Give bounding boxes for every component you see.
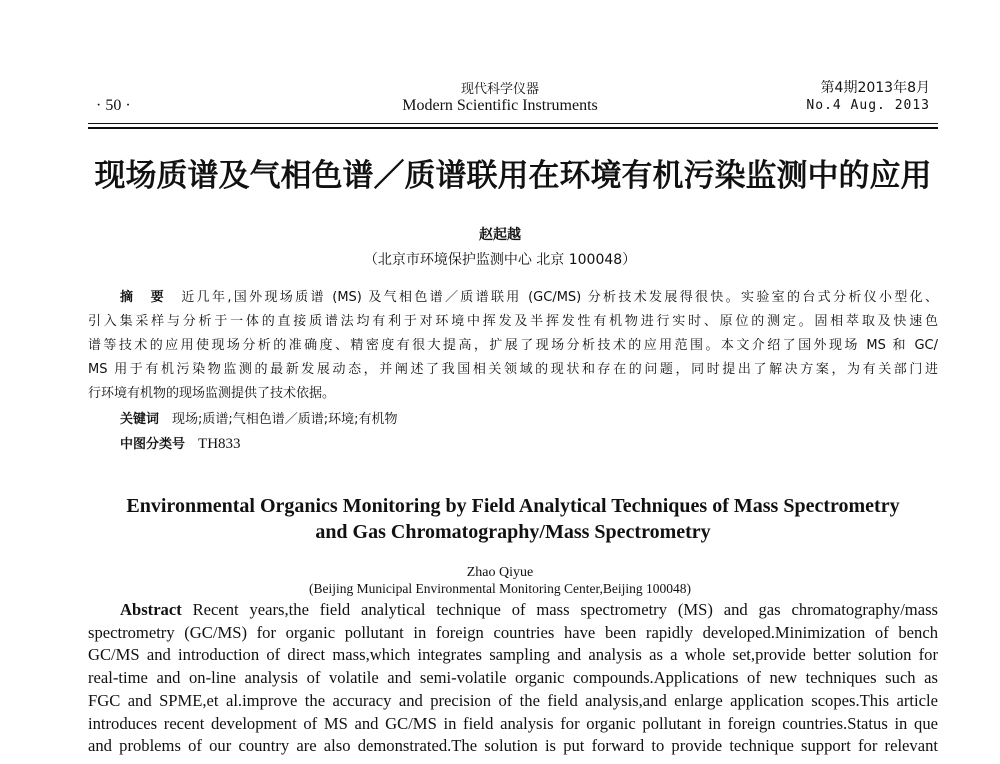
abstract-cn-line: 谱等技术的应用使现场分析的准确度、精密度有很大提高，扩展了现场分析技术的应用范围。本文介绍了国外现场 MS 和 GC/ xyxy=(88,338,938,353)
issue-en: No.4 Aug. 2013 xyxy=(806,98,930,113)
abstract-cn-line: 引入集采样与分析于一体的直接质谱法均有利于对环境中挥发及半挥发性有机物进行实时、原位的测定。固相萃取及快速色 xyxy=(88,314,938,329)
abstract-en-line: real-time and on-line analysis of volatile and semi-volatile organic compounds.Applications of new techniques such as xyxy=(88,668,938,687)
affiliation-cn: （北京市环境保护监测中心 北京 100048） xyxy=(363,252,637,268)
abstract-en-line: GC/MS and introduction of direct mass,which integrates sampling and analysis as a whole set,provide better solution for xyxy=(88,645,938,664)
paper-title-cn: 现场质谱及气相色谱／质谱联用在环境有机污染监测中的应用 xyxy=(94,158,932,194)
keywords-label: 关键词 xyxy=(120,412,160,427)
classification-cn: 中图分类号 TH833 xyxy=(120,436,241,452)
page-number: · 50 · xyxy=(96,97,131,114)
abstract-en-label: Abstract xyxy=(120,600,182,619)
paper-title-en-line1: Environmental Organics Monitoring by Field Analytical Techniques of Mass Spectrometry xyxy=(126,495,900,517)
abstract-en-line: and problems of our country are also demonstrated.The solution is put forward to provide technique support for relevant xyxy=(88,736,938,755)
header-rule-top xyxy=(88,123,938,124)
abstract-cn-label: 摘 要 xyxy=(120,290,166,305)
abstract-cn-line: 摘 要 近几年,国外现场质谱 (MS) 及气相色谱／质谱联用 (GC/MS) 分析技术发展得很快。实验室的台式分析仪小型化、 xyxy=(120,290,938,305)
affiliation-en: (Beijing Municipal Environmental Monitoring Center,Beijing 100048) xyxy=(309,581,691,596)
abstract-cn-line: 行环境有机物的现场监测提供了技术依据。 xyxy=(88,386,336,401)
abstract-en-line: FGC and SPME,et al.improve the accuracy and precision of the field analysis,and enlarge application scopes.This article xyxy=(88,691,938,710)
abstract-en-line: Abstract Recent years,the field analytical technique of mass spectrometry (MS) and gas chromatography/mass xyxy=(120,600,938,619)
journal-name-en: Modern Scientific Instruments xyxy=(402,97,598,114)
abstract-en-line: spectrometry (GC/MS) for organic pollutant in foreign countries have been rapidly developed.Minimization of bench xyxy=(88,623,938,642)
classification-label: 中图分类号 xyxy=(120,437,186,452)
issue-cn: 第4期2013年8月 xyxy=(820,80,930,96)
abstract-en-line: introduces recent development of MS and GC/MS in field analysis for organic pollutant in foreign countries.Status in que xyxy=(88,714,938,733)
abstract-cn-line: MS 用于有机污染物监测的最新发展动态，并阐述了我国相关领域的现状和存在的问题，同时提出了解决方案，为有关部门进 xyxy=(88,362,938,377)
author-cn: 赵起越 xyxy=(479,227,521,243)
header-rule-bottom xyxy=(88,127,938,129)
journal-name-cn: 现代科学仪器 xyxy=(460,82,539,97)
keywords-cn: 关键词 现场;质谱;气相色谱／质谱;环境;有机物 xyxy=(120,412,398,427)
author-en: Zhao Qiyue xyxy=(466,565,534,580)
paper-title-en-line2: and Gas Chromatography/Mass Spectrometry xyxy=(315,521,711,543)
